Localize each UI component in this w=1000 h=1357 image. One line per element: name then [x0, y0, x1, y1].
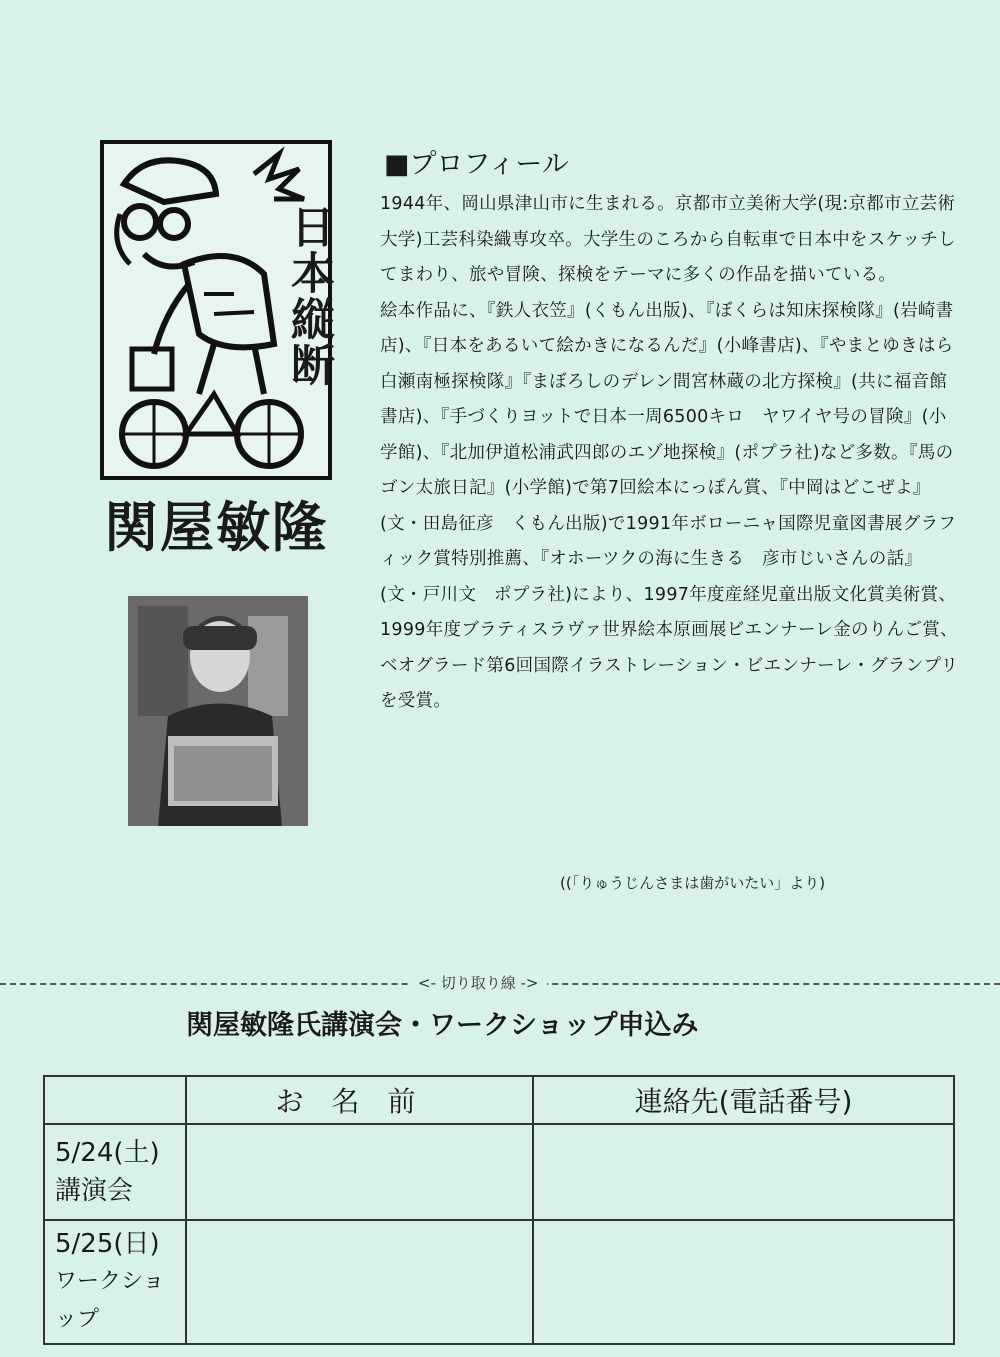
contact-field-workshop[interactable] [533, 1220, 954, 1344]
stamp-artist-name: 関屋敏隆 [104, 495, 328, 559]
artist-photo-image [128, 596, 308, 826]
header-contact: 連絡先(電話番号) [533, 1076, 954, 1124]
table-header-row [44, 1076, 954, 1124]
stamp-frame [100, 140, 332, 480]
application-form-table [43, 1075, 955, 1345]
row-label-workshop [44, 1220, 186, 1344]
row-date: 5/25(日) [55, 1229, 160, 1259]
header-name: お名前 [186, 1076, 533, 1124]
name-field-lecture[interactable] [186, 1124, 533, 1220]
name-field-workshop[interactable] [186, 1220, 533, 1344]
profile-paragraph-2: 絵本作品に、『鉄人衣笠』(くもん出版)、『ぼくらは知床探検隊』(岩崎書店)、『日本をあるいて絵かきになるんだ』(小峰書店)、『やまとゆきはら 白瀬南極探検隊』『まぼろしのデレン間宮林蔵の北方探検』(共に福音館書店)、『手づくりヨットで日本一周6500キロ ヤワイヤ号の冒険』(小学館)、『北加伊道松浦武四郎のエゾ地探検』(ポプラ社)など多数。『馬のゴン太旅日記』(小学館)で第7回絵本にっぽん賞、『中岡はどこぜよ』(文・田島征彦 くもん出版)で1991年ボローニャ国際児童図書展グラフィック賞特別推薦、『オホーツクの海に生きる 彦市じいさんの話』(文・戸川文 ポプラ社)により、1997年度産経児童出版文化賞美術賞、1999年度ブラティスラヴァ世界絵本原画展ビエンナーレ金のりんご賞、ベオグラード第6回国際イラストレーション・ビエンナーレ・グランプリを受賞。 [380, 300, 972, 711]
stamp-vertical-text: 日本縦断 [283, 204, 334, 388]
row-event: 講演会 [55, 1176, 134, 1206]
artist-photo [128, 596, 308, 826]
table-row [44, 1124, 954, 1220]
header-empty [44, 1076, 186, 1124]
profile-paragraph-1: 1944年、岡山県津山市に生まれる。京都市立美術大学(現:京都市立芸術大学)工芸科染織専攻卒。大学生のころから自転車で日本中をスケッチしてまわり、旅や冒険、探検をテーマに多くの作品を描いている。 [380, 194, 956, 285]
row-label-lecture [44, 1124, 186, 1220]
application-form-title: 関屋敏隆氏講演会・ワークショップ申込み [186, 1010, 699, 1041]
cut-line-label: <- 切り取り線 -> [410, 972, 547, 993]
profile-heading: ■プロフィール [384, 149, 569, 180]
table-row [44, 1220, 954, 1344]
profile-section [380, 142, 972, 720]
row-event: ワークショップ [55, 1269, 165, 1332]
row-date: 5/24(土) [55, 1138, 160, 1168]
contact-field-lecture[interactable] [533, 1124, 954, 1220]
profile-credit: ((「りゅうじんさまは歯がいたい」より) [560, 874, 826, 892]
artist-stamp-illustration [96, 140, 336, 559]
